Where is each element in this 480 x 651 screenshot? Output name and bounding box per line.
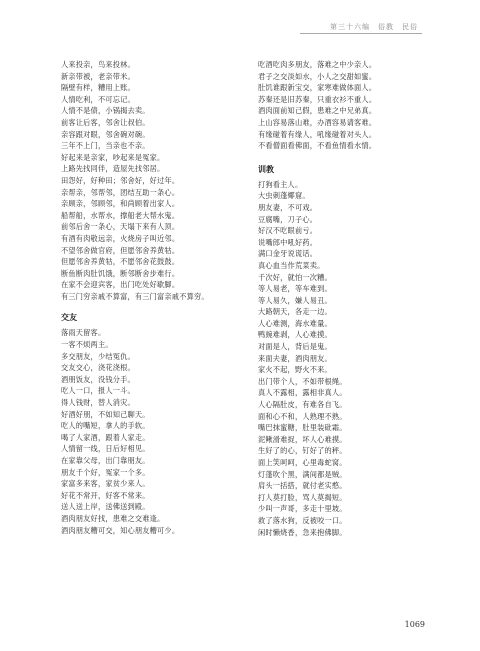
- proverb-line: 闲时懒烧香，急来抱佛脚。: [258, 527, 347, 537]
- section-heading-admonition: 训教: [258, 164, 274, 174]
- proverb-line: 喝了人家酒，跟着人家走。: [61, 432, 150, 442]
- proverb-line: 多交朋友，少结冤仇。: [61, 351, 135, 361]
- proverb-line: 不望邻舍做官府，但愿邻舍养黄牯。: [61, 245, 180, 255]
- proverb-line: 新亲带被，老亲带米。: [61, 71, 135, 81]
- proverb-line: 前客让后客，邻舍让叔伯。: [61, 117, 150, 127]
- proverb-line: 真心血当作荒菜卖。: [258, 260, 325, 270]
- proverb-line: 来面夫妻，酒肉朋友。: [258, 353, 332, 363]
- proverb-line: 肚饥谁跟新宝交，家寒难做体面人。: [258, 83, 377, 93]
- proverb-line: 人情不是债，小锅揭去卖。: [61, 106, 150, 116]
- proverb-line: 等人易久，嫌人易丑。: [258, 295, 332, 305]
- proverb-line: 交友交心，浇花浇根。: [61, 363, 135, 373]
- proverb-line: 落雨天留客。: [61, 328, 106, 338]
- proverb-line: 苏秦还是旧苏秦，只重衣衫不重人。: [258, 94, 377, 104]
- proverb-line: 不看僧面看佛面，不看鱼情看水情。: [258, 141, 377, 151]
- page-number: 1069: [404, 620, 425, 629]
- proverb-line: 田怨好，好种田；邻舍好，好过年。: [61, 175, 180, 185]
- proverb-line: 大路朝天，各走一边。: [258, 307, 332, 317]
- proverb-line: 等人易老，等车难到。: [258, 284, 332, 294]
- proverb-line: 朋友千个好，冤家一个多。: [61, 467, 150, 477]
- proverb-line: 在家靠父母，出门靠朋友。: [61, 456, 150, 465]
- proverb-line: 亲帮亲，邻帮邻，团结互助一条心。: [61, 187, 180, 197]
- proverb-line: 君子之交淡如水，小人之交甜如蜜。: [258, 71, 377, 81]
- proverb-line: 千次好，就怕一次糟。: [258, 272, 332, 282]
- proverb-line: 船帮船，水帮水，撑船老大帮水鬼。: [61, 210, 180, 220]
- right-proverb-list-2: [258, 179, 418, 538]
- proverb-line: 好酒好朋，不如知己聊天。: [61, 409, 150, 419]
- proverb-line: 前邻后舍一条心，天塌下来有人顶。: [61, 222, 180, 232]
- proverb-line: 说嘴郎中吼好药。: [258, 237, 318, 247]
- proverb-line: 豆腐嘴，刀子心。: [258, 214, 318, 224]
- proverb-line: 断鱼断肉肚饥饿，断邻断舍步难行。: [61, 268, 180, 278]
- proverb-line: 嘴巴抹蜜糖，肚里装砒霜。: [258, 423, 347, 433]
- proverb-line: 吃酒吃肉多朋友，落难之中少亲人。: [258, 60, 377, 69]
- proverb-line: 隔壁有样，糟用上账。: [61, 83, 135, 93]
- proverb-line: 有三门穷亲戚不算富，有三门富亲戚不算穷。: [61, 291, 209, 301]
- proverb-line: 对面是人，背后是鬼。: [258, 342, 332, 352]
- proverb-line: 泥鳅滑难捉，坏人心难摸。: [258, 434, 347, 444]
- proverb-line: 吃人的嘴短，拿人的手软。: [61, 421, 150, 431]
- proverb-line: 酒肉朋友好找，患难之交难逢。: [61, 513, 165, 523]
- proverb-line: 三年不上门，当亲也不亲。: [61, 141, 150, 151]
- proverb-line: 好起来是亲家，吵起来是冤家。: [61, 152, 165, 162]
- left-proverb-list-1: [61, 59, 221, 302]
- proverb-line: 满口金牙说谎话。: [258, 249, 318, 259]
- proverb-line: 真人不露相，露相非真人。: [258, 388, 347, 398]
- proverb-line: 人情留一线，日后好相见。: [61, 444, 150, 454]
- proverb-line: 有酒有肉敬远亲，火烧房子叫近邻。: [61, 233, 180, 243]
- left-column: [61, 59, 221, 536]
- proverb-line: 打人莫打脸，骂人莫揭短。: [258, 492, 347, 502]
- proverb-line: 家火不起，野火不来。: [258, 365, 332, 375]
- proverb-line: 肩头一括搭，就付老实憨。: [258, 481, 347, 491]
- proverb-line: 生好了的心，钉好了的秤。: [258, 446, 347, 456]
- proverb-line: 有缘碰着有缘人，吼缘碰着对头人。: [258, 129, 377, 139]
- proverb-line: 好汉不吃眼前亏。: [258, 226, 318, 236]
- proverb-line: 鸭豌难剥，人心难摸。: [258, 330, 332, 340]
- proverb-line: 人来投亲，鸟来投林。: [61, 60, 135, 69]
- proverb-line: 好花不常开，好客不常来。: [61, 490, 150, 500]
- proverb-line: 大虫刺蓬鄊窟。: [258, 191, 310, 201]
- running-header: 第三十六编 俗教 民俗: [330, 23, 418, 31]
- proverb-line: 得人钱财，替人消灾。: [61, 398, 135, 408]
- proverb-line: 酒肉面前知己假，患难之中兄弟真。: [258, 106, 377, 116]
- proverb-line: 酒肉朋友糟可交，知心朋友糟可少。: [61, 525, 180, 535]
- proverb-line: 人心难测，海水难量。: [258, 318, 332, 328]
- right-column: [258, 59, 418, 538]
- proverb-line: 人心隔肚皮，有难各自飞。: [258, 400, 347, 410]
- proverb-line: 但愿邻舍养黄牯，不愿邻舍花鼓鼓。: [61, 257, 180, 267]
- proverb-line: 酒朋饭友，没钱分手。: [61, 374, 135, 384]
- proverb-line: 亲容跟对眼，邻舍碗对碗。: [61, 129, 150, 139]
- proverb-line: 面上笑呵呵，心里毒蛇窝。: [258, 458, 347, 467]
- proverb-line: 救了落水狗，反被咬一口。: [258, 515, 347, 525]
- proverb-line: 面和心不和，人熟理不熟。: [258, 411, 347, 421]
- proverb-line: 朋友妻，不可戏。: [258, 202, 318, 212]
- proverb-line: 灯蓬吹个黑，满间都是贼。: [258, 469, 347, 479]
- left-proverb-list-2: [61, 327, 221, 536]
- proverb-line: 少叫一声哥，多走十里坡。: [258, 504, 347, 514]
- header-rule: [300, 33, 422, 34]
- proverb-line: 出门带个人，不如带根绳。: [258, 376, 347, 386]
- proverb-line: 人情吃利，不可忘记。: [61, 94, 135, 104]
- right-proverb-list-1: [258, 59, 418, 152]
- proverb-line: 打狗看主人。: [258, 179, 303, 189]
- proverb-line: 上路先找同伴，造屋先找邻居。: [61, 164, 165, 174]
- proverb-line: 上山容易落山难，办酒容易请客难。: [258, 117, 377, 127]
- proverb-line: 送人送上岸，送佛送到殿。: [61, 502, 150, 512]
- proverb-line: 在家不会迎宾客，出门吃处好歇脚。: [61, 280, 180, 290]
- proverb-line: 亲顾亲，邻顾邻，和尚顾着出家人。: [61, 199, 180, 209]
- proverb-line: 吃人一口，报人一斗。: [61, 386, 135, 396]
- section-heading-friendship: 交友: [61, 313, 77, 323]
- proverb-line: 家富多来客，家贫少来人。: [61, 479, 150, 489]
- proverb-line: 一客不烦两主。: [61, 340, 113, 350]
